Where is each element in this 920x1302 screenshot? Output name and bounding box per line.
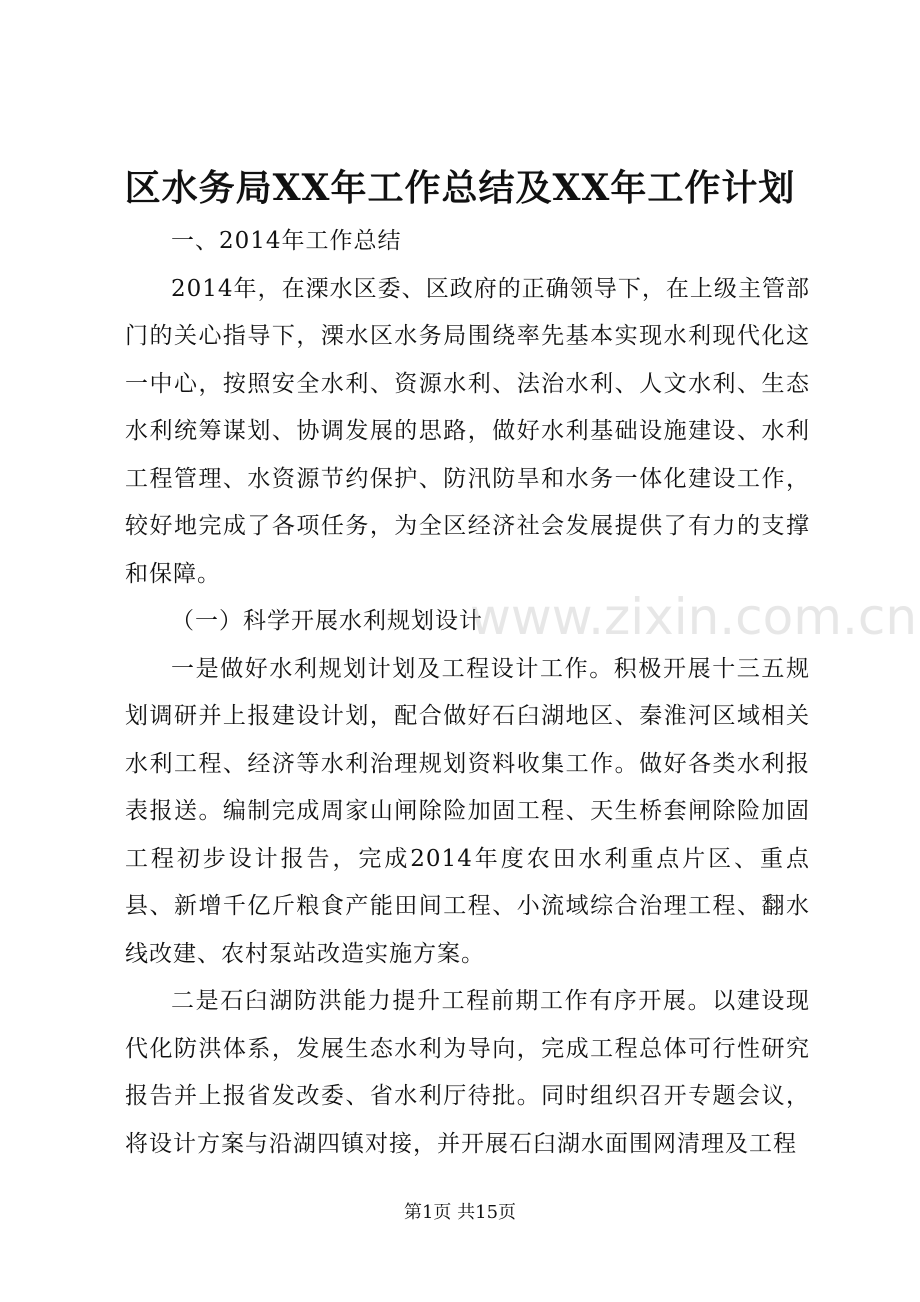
document-title: 区水务局XX年工作总结及XX年工作计划	[124, 167, 796, 209]
body-paragraph: 二是石臼湖防洪能力提升工程前期工作有序开展。以建设现代化防洪体系，发展生态水利为导向，完成工程总体可行性研究报告并上报省发改委、省水利厅待批。同时组织召开专题会议，将设计方案与沿湖四镇对接，并开展石臼湖水面围网清理及工程	[125, 988, 810, 1157]
page-footer: 第1页 共15页	[403, 1202, 517, 1223]
section-heading: 一、2014年工作总结	[171, 228, 402, 254]
body-paragraph: 2014年，在溧水区委、区政府的正确领导下，在上级主管部门的关心指导下，溧水区水务局围绕率先基本实现水利现代化这一中心，按照安全水利、资源水利、法治水利、人文水利、生态水利统筹谋划、协调发展的思路，做好水利基础设施建设、水利工程管理、水资源节约保护、防汛防旱和水务一体化建设工作，较好地完成了各项任务，为全区经济社会发展提供了有力的支撑和保障。	[125, 275, 810, 587]
body-paragraph: 一是做好水利规划计划及工程设计工作。积极开展十三五规划调研并上报建设计划，配合做好石臼湖地区、秦淮河区域相关水利工程、经济等水利治理规划资料收集工作。做好各类水利报表报送。编制完成周家山闸除险加固工程、天生桥套闸除险加固工程初步设计报告，完成2014年度农田水利重点片区、重点县、新增千亿斤粮食产能田间工程、小流域综合治理工程、翻水线改建、农村泵站改造实施方案。	[125, 655, 810, 967]
subsection-heading: （一）科学开展水利规划设计	[171, 608, 483, 634]
document-body	[125, 218, 810, 1168]
watermark: www.zixin.com.cn	[470, 588, 918, 646]
